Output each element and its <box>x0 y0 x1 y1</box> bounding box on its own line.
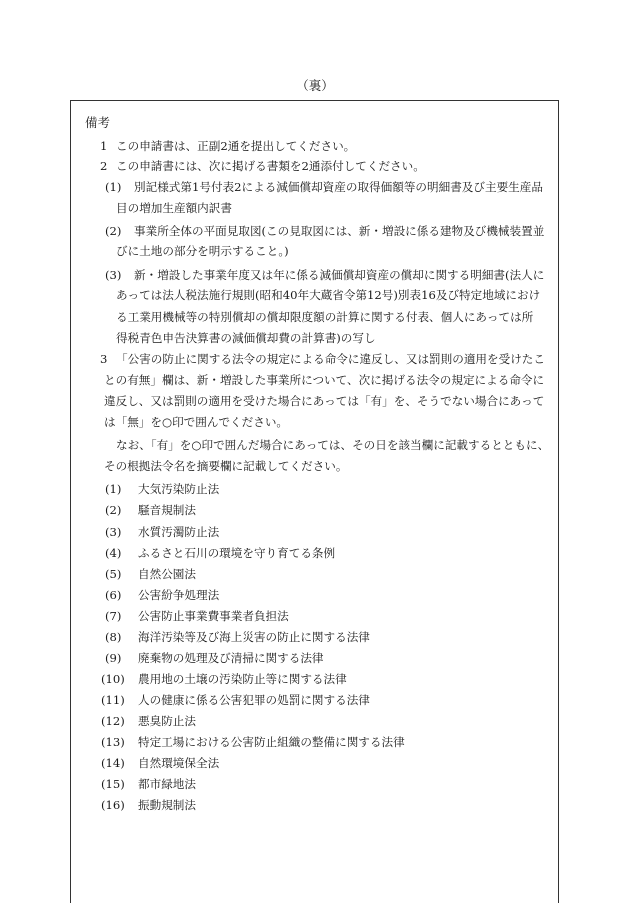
sub-item-number: (3) <box>105 268 122 282</box>
sub-item-line: びに土地の部分を明示すること。) <box>116 244 289 258</box>
sub-item-line: あっては法人税法施行規則(昭和40年大蔵省令第12号)別表16及び特定地域におけ <box>116 288 541 302</box>
sub-item-line: 得税青色申告決算書の減価償却費の計算書)の写し <box>116 331 376 345</box>
law-number: (4) <box>105 546 122 560</box>
law-number: (2) <box>105 503 122 517</box>
sub-item-number: (1) <box>105 180 122 194</box>
law-number: (3) <box>105 525 122 539</box>
law-name: 大気汚染防止法 <box>138 482 220 496</box>
note-item-3-line: 「公害の防止に関する法令の規定による命令に違反し、又は罰則の適用を受けたこ <box>116 352 545 366</box>
note-item-3-number: 3 <box>100 352 108 366</box>
law-name: 特定工場における公害防止組織の整備に関する法律 <box>138 735 405 749</box>
law-number: (1) <box>105 482 122 496</box>
note-item-3-line: 違反し、又は罰則の適用を受けた場合にあっては「有」を、そうでない場合にあって <box>104 394 545 408</box>
law-name: 水質汚濁防止法 <box>138 525 220 539</box>
law-name: 振動規制法 <box>138 798 196 812</box>
law-name: 騒音規制法 <box>138 503 196 517</box>
law-number: (15) <box>101 777 125 791</box>
law-number: (5) <box>105 567 122 581</box>
law-number: (10) <box>101 672 125 686</box>
page-header: （裏） <box>296 78 334 93</box>
sub-item-line: 事業所全体の平面見取図(この見取図には、新・増設に係る建物及び機械装置並 <box>134 224 545 238</box>
sub-item-line: 別記様式第1号付表2による減価償却資産の取得価額等の明細書及び主要生産品 <box>134 180 543 194</box>
sub-item-line: 新・増設した事業年度又は年に係る減価償却資産の償却に関する明細書(法人に <box>134 268 545 282</box>
sub-item-line: 目の増加生産額内訳書 <box>116 201 232 215</box>
law-name: 廃棄物の処理及び清掃に関する法律 <box>138 651 324 665</box>
note-paragraph-line: その根拠法令名を摘要欄に記載してください。 <box>104 459 348 473</box>
sub-item-line: る工業用機械等の特別償却の償却限度額の計算に関する付表、個人にあっては所 <box>116 310 534 324</box>
law-name: ふるさと石川の環境を守り育てる条例 <box>138 546 336 560</box>
law-number: (14) <box>101 756 125 770</box>
notes-box <box>70 100 559 903</box>
law-name: 自然環境保全法 <box>138 756 220 770</box>
law-number: (12) <box>101 714 125 728</box>
notes-title: 備考 <box>85 115 111 130</box>
law-number: (8) <box>105 630 122 644</box>
law-name: 都市緑地法 <box>138 777 196 791</box>
note-paragraph-line: なお、「有」を○印で囲んだ場合にあっては、その日を該当欄に記載するとともに、 <box>116 438 550 452</box>
note-item-3-line: は「無」を○印で囲んでください。 <box>104 415 289 429</box>
law-name: 海洋汚染等及び海上災害の防止に関する法律 <box>138 630 370 644</box>
law-name: 公害防止事業費事業者負担法 <box>138 609 289 623</box>
law-number: (16) <box>101 798 125 812</box>
law-number: (9) <box>105 651 122 665</box>
note-item-1-number: 1 <box>100 139 108 153</box>
sub-item-number: (2) <box>105 224 122 238</box>
law-number: (6) <box>105 588 122 602</box>
law-number: (11) <box>101 693 125 707</box>
note-item-1-text: この申請書は、正副2通を提出してください。 <box>116 139 356 153</box>
law-name: 公害紛争処理法 <box>138 588 220 602</box>
note-item-2-number: 2 <box>100 159 108 173</box>
law-name: 自然公園法 <box>138 567 196 581</box>
law-name: 悪臭防止法 <box>138 714 196 728</box>
law-name: 人の健康に係る公害犯罪の処罰に関する法律 <box>138 693 370 707</box>
law-name: 農用地の土壌の汚染防止等に関する法律 <box>138 672 347 686</box>
law-number: (7) <box>105 609 122 623</box>
note-item-2-text: この申請書には、次に掲げる書類を2通添付してください。 <box>116 159 425 173</box>
note-item-3-line: との有無」欄は、新・増設した事業所について、次に掲げる法令の規定による命令に <box>104 373 545 387</box>
law-number: (13) <box>101 735 125 749</box>
